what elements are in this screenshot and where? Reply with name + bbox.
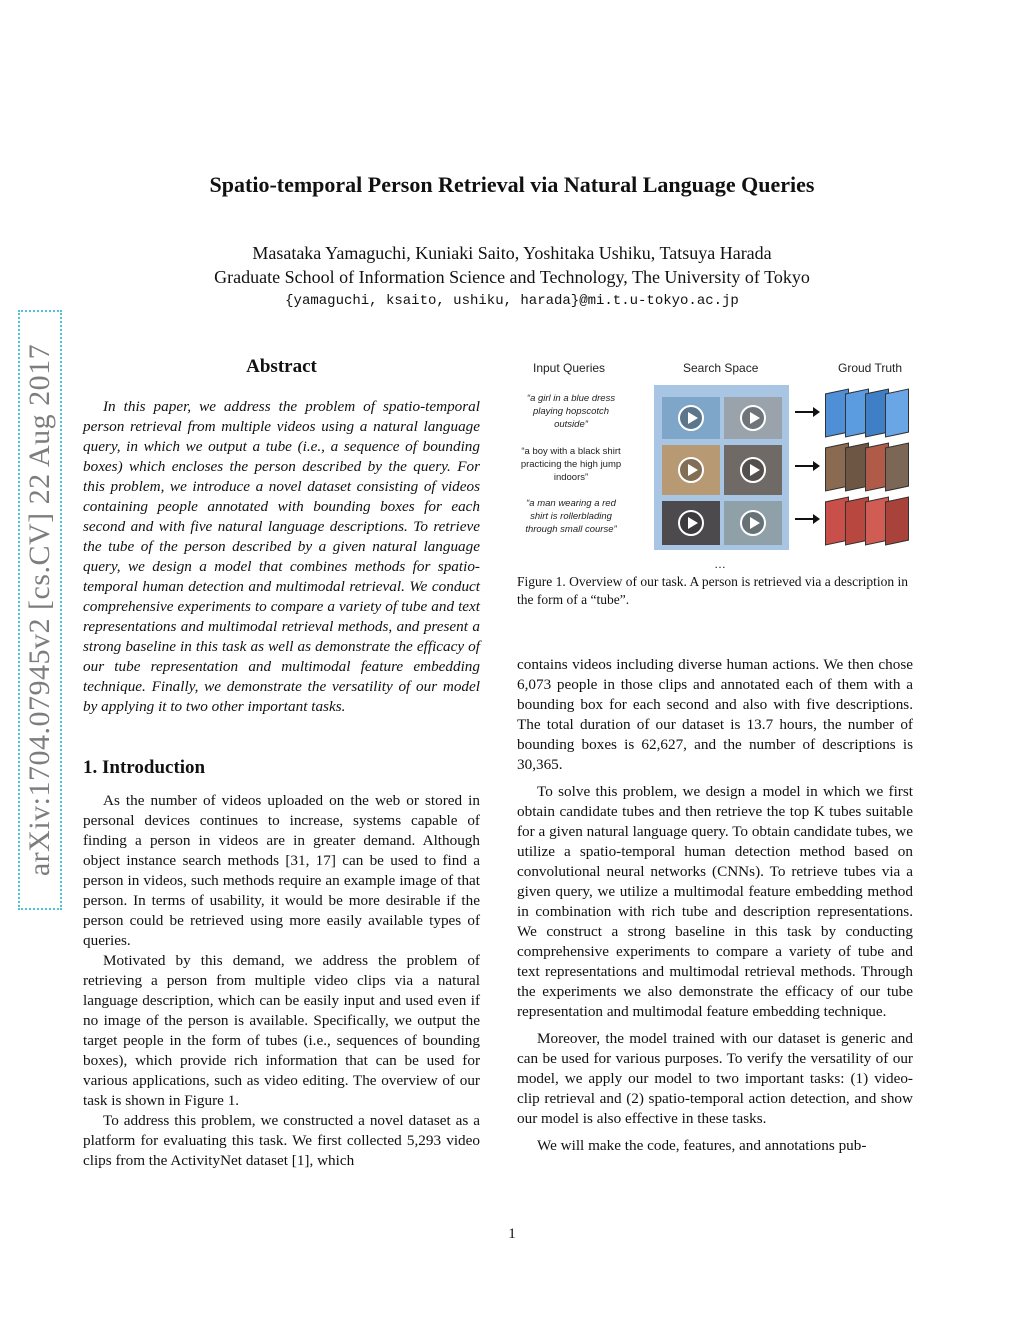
search-space-panel [654, 385, 789, 571]
author-list: Masataka Yamaguchi, Kuniaki Saito, Yoshitaka Ushiku, Tatsuya Harada [252, 243, 772, 263]
author-block [0, 241, 1024, 313]
right-paragraph-4: We will make the code, features, and annotations pub- [537, 1137, 867, 1154]
right-paragraph-3: Moreover, the model trained with our dataset is generic and can be used for various purposes. To verify the versatility of our model, we apply our model to two important tasks: (1) video-clip retrieval and (2) spatio-temporal action detection, and show our model is also effective in these tasks. [517, 1030, 913, 1127]
figure-header-truth: Groud Truth [838, 361, 903, 375]
query-3: “a man wearing a red shirt is rollerblading through small course” [525, 498, 617, 535]
more-videos-ellipsis: … [714, 557, 726, 571]
author-email: {yamaguchi, ksaito, ushiku, harada}@mi.t.u-tokyo.ac.jp [285, 293, 739, 309]
figure-header-search: Search Space [683, 361, 759, 375]
figure-caption: Figure 1. Overview of our task. A person is retrieved via a description in the form of a “tube”. [517, 574, 909, 607]
right-paragraph-1: contains videos including diverse human actions. We then chose 6,073 people in those clips and annotated each of them with a bounding box for each second and also with five descriptions. The total duration of our dataset is 13.7 hours, the number of bounding boxes is 62,627, and the number of descriptions is 30,365. [517, 656, 913, 773]
play-icon [740, 510, 766, 536]
paper-title: Spatio-temporal Person Retrieval via Natural Language Queries [209, 172, 815, 197]
tube-frame [885, 388, 909, 437]
play-icon [678, 510, 704, 536]
play-icon [740, 405, 766, 431]
intro-paragraph-3: To address this problem, we constructed a novel dataset as a platform for evaluating this task. We first collected 5,293 video clips from the ActivityNet dataset [1], which [83, 1112, 480, 1169]
ground-truth-tube-2 [825, 445, 905, 493]
arxiv-stamp [18, 310, 62, 910]
arrow-icon [795, 518, 817, 520]
play-icon [740, 457, 766, 483]
arrow-icon [795, 465, 817, 467]
ground-truth-tube-1 [825, 391, 905, 439]
arrow-icon [795, 411, 817, 413]
intro-heading: 1. Introduction [83, 757, 206, 778]
ground-truth-tube-3 [825, 499, 905, 547]
query-2: “a boy with a black shirt practicing the high jump indoors” [520, 446, 622, 483]
query-1: “a girl in a blue dress playing hopscotch outside” [526, 393, 616, 430]
page-number: 1 [508, 1226, 516, 1242]
play-icon [678, 457, 704, 483]
right-paragraph-2: To solve this problem, we design a model in which we first obtain candidate tubes and then retrieve the top K tubes suitable for a given natural language query. To obtain candidate tubes, we utilize a spatio-temporal human detection method based on convolutional neural networks (CNNs). To retrieve tubes via a given query, we utilize a multimodal feature embedding method in combination with rich tube and description representations. We construct a strong baseline in this task by conducting comprehensive experiments to compare a variety of tube and text representations and multimodal retrieval methods. Through the experiments we also demonstrate the efficacy of our tube representation and multimodal feature embedding technique. [517, 783, 913, 1020]
arxiv-stamp-text: arXiv:1704.07945v2 [cs.CV] 22 Aug 2017 [23, 343, 57, 877]
intro-paragraph-1: As the number of videos uploaded on the web or stored in personal devices continues to increase, systems capable of finding a person in videos are in greater demand. Although object instance search methods [31, 17] can be used to find a person in videos, such methods require an example image of that person. In terms of usability, it would be more desirable if the person could be retrieved using more easily available types of queries. [83, 792, 480, 949]
tube-frame [885, 442, 909, 491]
abstract-text: In this paper, we address the problem of spatio-temporal person retrieval from multiple videos using a natural language query, in which we output a tube (i.e., a sequence of bounding boxes) which encloses the person described by the query. For this problem, we introduce a novel dataset consisting of videos containing people annotated with bounding boxes for each second and with five natural language descriptions. To retrieve the tube of the person described by a given natural language query, we design a model that combines methods for spatio-temporal human detection and multimodal retrieval. We conduct comprehensive experiments to compare a variety of tube and text representations and multimodal retrieval methods, and present a strong baseline in this task as well as demonstrate the efficacy of our tube representation and multimodal feature embedding technique. Finally, we demonstrate the versatility of our model by applying it to two other important tasks. [83, 398, 480, 715]
right-column [517, 355, 913, 1156]
tube-frame [885, 496, 909, 545]
abstract-heading: Abstract [246, 356, 317, 377]
affiliation: Graduate School of Information Science and Technology, The University of Tokyo [214, 267, 810, 287]
play-icon [678, 405, 704, 431]
figure-1 [517, 355, 913, 571]
intro-paragraph-2: Motivated by this demand, we address the problem of retrieving a person from multiple video clips via a natural language description, which can be easily input and used even if no image of the person is available. Specifically, we output the target people in the form of tubes (i.e., sequences of bounding boxes), which provide rich information that can be used for various applications, such as video editing. The overview of our task is shown in Figure 1. [83, 952, 480, 1109]
left-column [83, 356, 480, 1171]
figure-header-input: Input Queries [533, 361, 606, 375]
